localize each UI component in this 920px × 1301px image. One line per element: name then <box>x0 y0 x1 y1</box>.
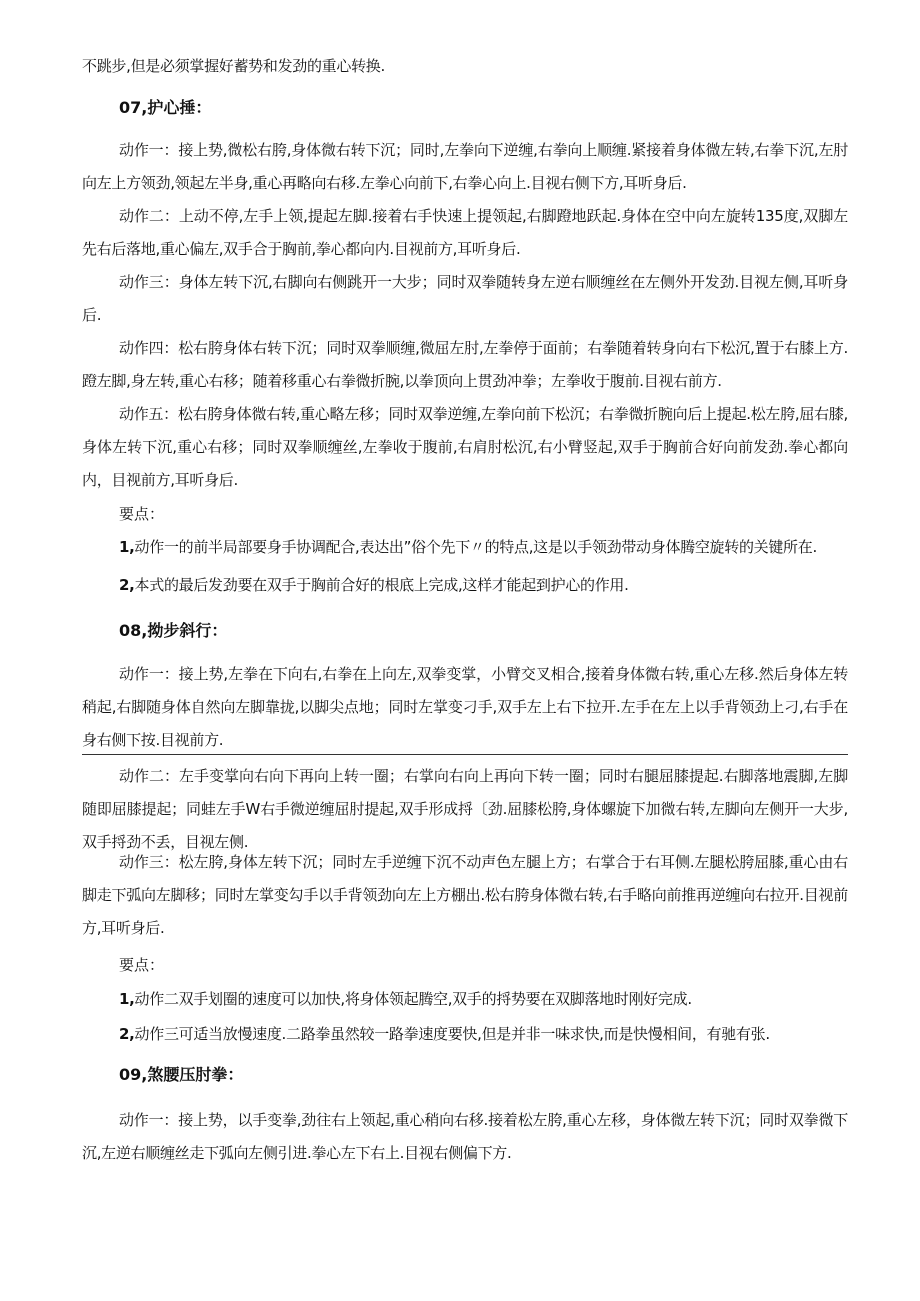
intro-line: 不跳步,但是必须掌握好蓄势和发劲的重心转换. <box>82 57 385 75</box>
key-point-number: 2, <box>119 576 135 594</box>
action-paragraph: 动作一：接上势,左拳在下向右,右拳在上向左,双拳变掌，小臂交叉相合,接着身体微右转,重心左移.然后身体左转稍起,右脚随身体自然向左脚靠拢,以脚尖点地；同时左掌变刁手,双手左上右下拉开.左手在左上以手背领劲上刁,右手在身右侧下按.目视前方. <box>82 665 848 749</box>
key-points-label: 要点： <box>119 505 165 523</box>
action-paragraph: 动作一：接上势,微松右胯,身体微右转下沉；同时,左拳向下逆缠,右拳向上顺缠.紧接着身体微左转,右拳下沉,左肘向左上方领劲,领起左半身,重心再略向右移.左拳心向前下,右拳心向上.目视右侧下方,耳听身后. <box>82 141 848 192</box>
key-point-text: 动作二双手划圈的速度可以加快,将身体领起腾空,双手的捋势要在双脚落地时刚好完成. <box>134 990 692 1008</box>
action-paragraph: 动作一：接上势，以手变拳,劲往右上领起,重心稍向右移.接着松左胯,重心左移，身体微左转下沉；同时双拳微下沉,左逆右顺缠丝走下弧向左侧引进.拳心左下右上.目视右侧偏下方. <box>82 1111 848 1162</box>
action-paragraph: 动作二：上动不停,左手上领,提起左脚.接着右手快速上提领起,右脚蹬地跃起.身体在空中向左旋转135度,双脚左先右后落地,重心偏左,双手合于胸前,拳心都向内.目视前方,耳听身后. <box>82 207 848 258</box>
action-paragraph: 动作五：松右胯身体微右转,重心略左移；同时双拳逆缠,左拳向前下松沉；右拳微折腕向后上提起.松左胯,屈右膝,身体左转下沉,重心右移；同时双拳顺缠丝,左拳收于腹前,右肩肘松沉,右小臂竖起,双手于胸前合好向前发劲.拳心都向内，目视前方,耳听身后. <box>82 405 848 489</box>
action-paragraph: 动作三：身体左转下沉,右脚向右侧跳开一大步；同时双拳随转身左逆右顺缠丝在左侧外开发劲.目视左侧,耳听身后. <box>82 273 848 324</box>
section-heading-08 <box>119 619 227 643</box>
section-number: 09, <box>119 1065 148 1084</box>
key-point-number: 2, <box>119 1025 135 1043</box>
section-title: 护心捶： <box>147 98 212 117</box>
key-points-label: 要点： <box>119 956 165 974</box>
section-title: 煞腰压肘拳： <box>147 1065 244 1084</box>
key-point <box>119 573 859 597</box>
section-number: 08, <box>119 621 148 640</box>
key-point-number: 1, <box>119 990 135 1008</box>
action-paragraph: 动作四：松右胯身体右转下沉；同时双拳顺缠,微屈左肘,左拳停于面前；右拳随着转身向右下松沉,置于右膝上方.蹬左脚,身左转,重心右移；随着移重心右拳微折腕,以拳顶向上贯劲冲拳；左拳收于腹前.目视右前方. <box>82 339 848 390</box>
key-point-text: 动作一的前半局部要身手协调配合,表达出”俗个先下〃的特点,这是以手领劲带动身体腾空旋转的关键所在. <box>134 538 817 556</box>
action-paragraph: 动作三：松左胯,身体左转下沉；同时左手逆缠下沉不动声色左腿上方；右掌合于右耳侧.左腿松胯屈膝,重心由右脚走下弧向左脚移；同时左掌变勾手以手背领劲向左上方棚出.松右胯身体微右转,右手略向前推再逆缠向右拉开.目视前方,耳听身后. <box>82 853 848 937</box>
divider-line <box>82 754 848 755</box>
key-point <box>119 535 859 559</box>
section-number: 07, <box>119 98 148 117</box>
key-point <box>119 1022 859 1046</box>
action-paragraph: 动作二：左手变掌向右向下再向上转一圈；右掌向右向上再向下转一圈；同时右腿屈膝提起.右脚落地震脚,左脚随即屈膝提起；同蛙左手W右手微逆缠屈肘提起,双手形成捋〔劲.屈膝松胯,身体螺旋下加微右转,左脚向左侧开一大步,双手捋劲不丢，目视左侧. <box>82 767 848 851</box>
key-point-text: 本式的最后发劲要在双手于胸前合好的根底上完成,这样才能起到护心的作用. <box>134 576 629 594</box>
section-heading-07 <box>119 96 211 120</box>
key-point <box>119 987 859 1011</box>
section-heading-09 <box>119 1063 243 1087</box>
section-title: 拗步斜行： <box>147 621 228 640</box>
key-point-number: 1, <box>119 538 135 556</box>
key-point-text: 动作三可适当放慢速度.二路拳虽然较一路拳速度要快,但是并非一味求快,而是快慢相间，有驰有张. <box>134 1025 770 1043</box>
